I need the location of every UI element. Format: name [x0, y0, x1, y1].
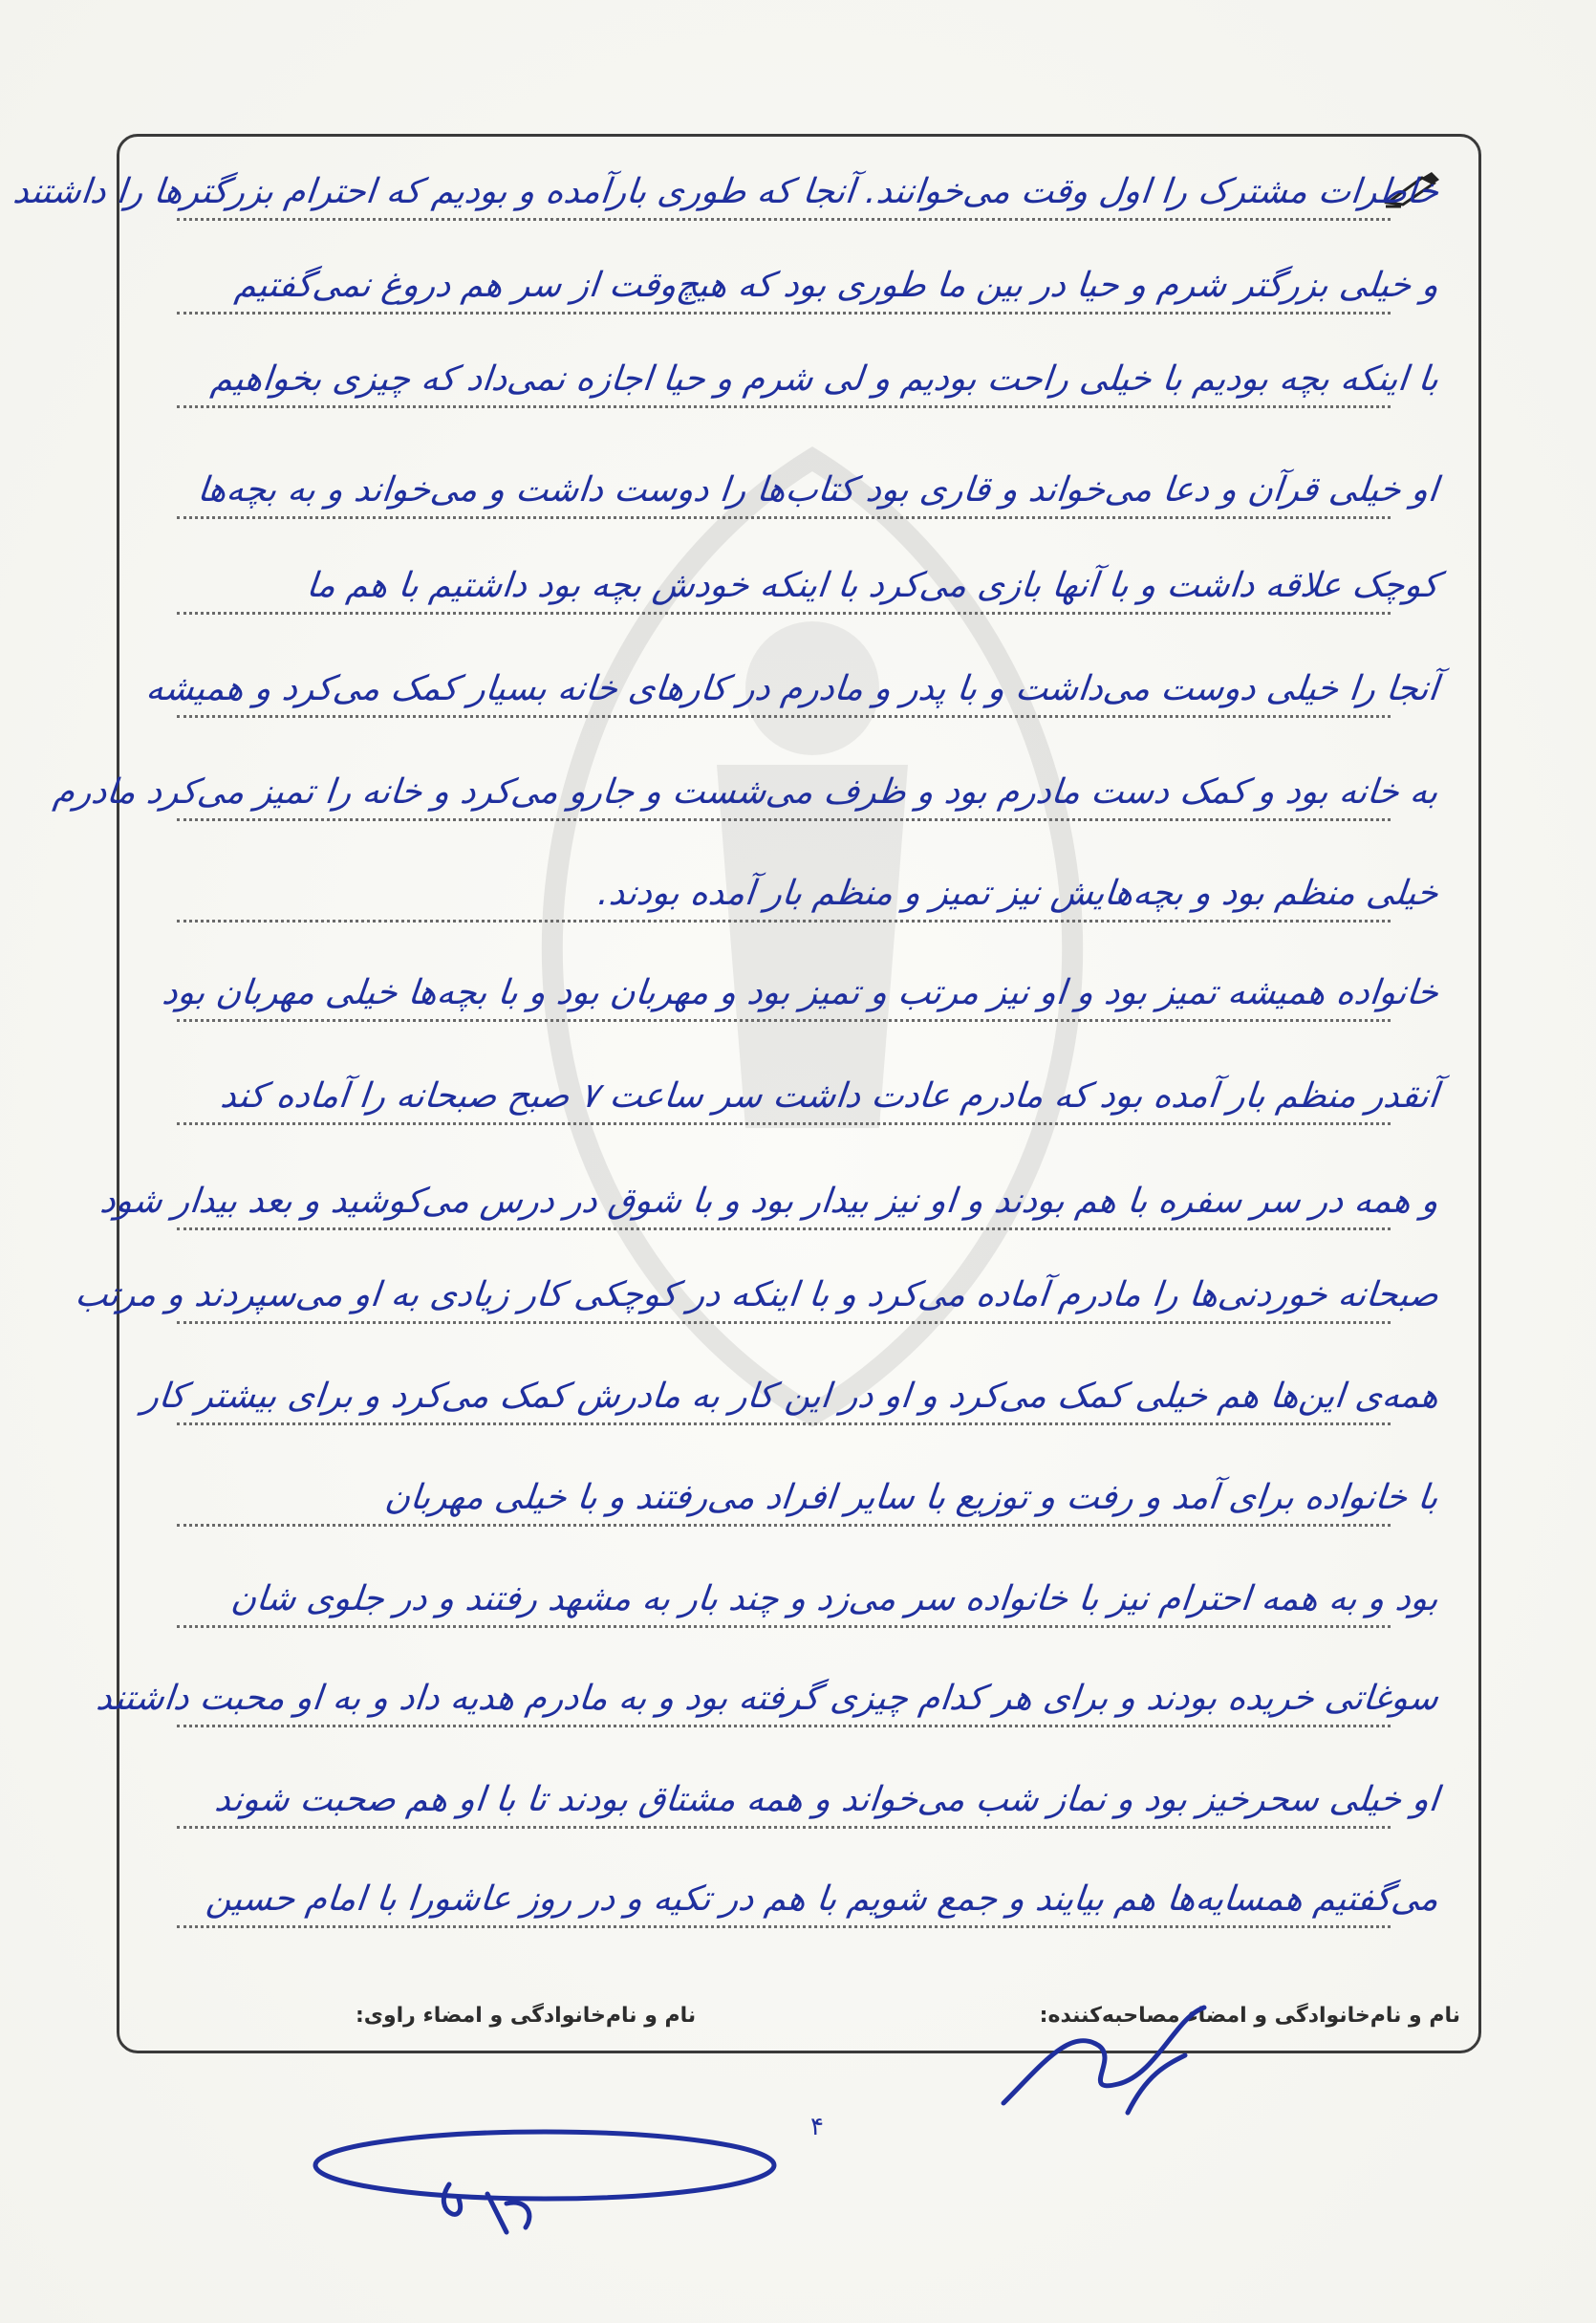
ruled-line	[177, 1122, 1391, 1125]
handwritten-line: خیلی منظم بود و بچه‌هایش نیز تمیز و منظم بار آمده بودند.	[596, 874, 1441, 913]
handwritten-line: خانواده همیشه تمیز بود و او نیز مرتب و تمیز بود و مهربان بود و با بچه‌ها خیلی مهربان بود	[160, 973, 1441, 1012]
page-number: ۴	[810, 2113, 824, 2141]
ruled-line	[177, 218, 1391, 221]
handwritten-line: آنقدر منظم بار آمده بود که مادرم عادت داشت سر ساعت ۷ صبح صبحانه را آماده کند	[218, 1076, 1441, 1116]
interviewer-signature-label: نام و نام‌خانوادگی و امضاء مصاحبه‌کننده:	[1039, 2004, 1460, 2028]
ruled-line	[177, 1019, 1391, 1022]
ruled-line	[177, 1524, 1391, 1527]
handwritten-line: سوغاتی خریده بودند و برای هر کدام چیزی گرفته بود و به مادرم هدیه داد و به او محبت داشتند	[95, 1679, 1441, 1718]
ruled-line	[177, 1422, 1391, 1425]
ruled-line	[177, 920, 1391, 923]
handwritten-line: خاطرات مشترک را اول وقت می‌خوانند. آنجا که طوری بارآمده و بودیم که احترام بزرگترها را داشتند	[11, 172, 1441, 211]
ruled-line	[177, 1227, 1391, 1230]
handwritten-line: و همه در سر سفره با هم بودند و او نیز بیدار بود و با شوق در درس می‌کوشید و بعد بیدار شود	[97, 1182, 1441, 1221]
ruled-line	[177, 405, 1391, 408]
handwritten-line: می‌گفتیم همسایه‌ها هم بیایند و جمع شویم با هم در تکیه و در روز عاشورا با امام حسین	[204, 1879, 1441, 1919]
handwritten-line: همه‌ی این‌ها هم خیلی کمک می‌کرد و او در این کار به مادرش کمک می‌کرد و برای بیشتر کار	[140, 1377, 1441, 1416]
ruled-line	[177, 1826, 1391, 1829]
ruled-line	[177, 1625, 1391, 1628]
handwritten-line: بود و به همه احترام نیز با خانواده سر می‌زد و چند بار به مشهد رفتند و در جلوی شان	[228, 1579, 1441, 1618]
ruled-line	[177, 1925, 1391, 1928]
ruled-line	[177, 612, 1391, 615]
handwritten-line: او خیلی سحرخیز بود و نماز شب می‌خواند و همه مشتاق بودند تا با او هم صحبت شوند	[212, 1780, 1441, 1819]
handwritten-line: او خیلی قرآن و دعا می‌خواند و قاری بود کتاب‌ها را دوست داشت و می‌خواند و به بچه‌ها	[196, 470, 1441, 510]
handwritten-line: صبحانه خوردنی‌ها را مادرم آماده می‌کرد و با اینکه در کوچکی کار زیادی به او می‌سپردند و مرتب	[73, 1275, 1441, 1314]
handwritten-line: با اینکه بچه بودیم با خیلی راحت بودیم و لی شرم و حیا اجازه نمی‌داد که چیزی بخواهیم	[208, 359, 1441, 399]
signature-interviewer	[984, 1988, 1233, 2132]
handwritten-line: کوچک علاقه داشت و با آنها بازی می‌کرد با اینکه خودش بچه بود داشتیم با هم ما	[304, 566, 1441, 605]
ruled-line	[177, 715, 1391, 718]
signature-narrator	[306, 2108, 841, 2242]
handwritten-line: به خانه بود و کمک دست مادرم بود و ظرف می‌شست و جارو می‌کرد و خانه را تمیز می‌کرد مادرم	[52, 772, 1441, 812]
ruled-line	[177, 312, 1391, 315]
ruled-line	[177, 1725, 1391, 1727]
ruled-line	[177, 818, 1391, 821]
ruled-line	[177, 516, 1391, 519]
handwritten-line: آنجا را خیلی دوست می‌داشت و با پدر و مادرم در کارهای خانه بسیار کمک می‌کرد و همیشه	[143, 669, 1441, 708]
handwritten-line: و خیلی بزرگتر شرم و حیا در بین ما طوری بود که هیچ‌وقت از سر هم دروغ نمی‌گفتیم	[232, 266, 1441, 305]
narrator-signature-label: نام و نام‌خانوادگی و امضاء راوی:	[356, 2004, 697, 2028]
ruled-line	[177, 1321, 1391, 1324]
handwritten-line: با خانواده برای آمد و رفت و توزیع با سایر افراد می‌رفتند و با خیلی مهربان	[383, 1478, 1441, 1517]
